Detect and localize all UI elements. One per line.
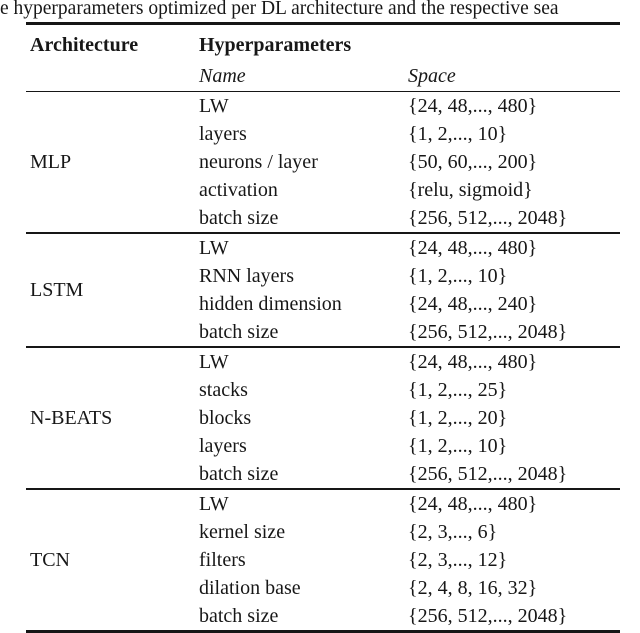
table-row [199,234,620,262]
hyperparameter-space: {24, 48,..., 240} [408,293,538,316]
architecture-label: LSTM [30,278,84,301]
hyperparameter-name: hidden dimension [199,293,342,316]
hyperparameter-space: {24, 48,..., 480} [408,351,538,374]
hyperparameter-name: stacks [199,379,248,402]
hyperparameter-space: {1, 2,..., 10} [408,123,508,146]
table-row [199,404,620,432]
table-row [199,460,620,488]
hyperparameter-space: {2, 4, 8, 16, 32} [408,577,538,600]
table-row [199,176,620,204]
hyperparameter-name: LW [199,351,229,374]
table-row [199,120,620,148]
table-row [199,490,620,518]
section-rows [199,234,620,346]
table-row [199,574,620,602]
hyperparameter-space: {1, 2,..., 20} [408,407,508,430]
hyperparameter-space: {50, 60,..., 200} [408,151,538,174]
table-row [199,204,620,232]
section-rows [199,490,620,630]
section-lstm [26,234,620,346]
table-row [199,348,620,376]
hyperparameter-name: neurons / layer [199,151,318,174]
hyperparameter-space: {1, 2,..., 10} [408,265,508,288]
table-row [199,92,620,120]
hyperparameter-space: {relu, sigmoid} [408,179,533,202]
hyperparameter-space: {2, 3,..., 12} [408,549,508,572]
table-header-row-2 [26,62,620,90]
hyperparameter-name: kernel size [199,521,286,544]
table-header [26,25,620,91]
hyperparameter-space: {1, 2,..., 10} [408,435,508,458]
hyperparameter-name: batch size [199,463,279,486]
table-header-row-1 [26,25,620,62]
table-row [199,262,620,290]
space-subheader: Space [408,64,456,87]
table-caption: e hyperparameters optimized per DL architecture and the respective sea [0,0,559,19]
table-row [199,376,620,404]
hyperparameter-name: blocks [199,407,252,430]
architecture-label: MLP [30,150,72,173]
hyperparameter-space: {1, 2,..., 25} [408,379,508,402]
hyperparameter-name: LW [199,493,229,516]
hyperparameter-name: batch size [199,605,279,628]
hyperparameter-space: {256, 512,..., 2048} [408,605,568,628]
hyperparameter-name: LW [199,95,229,118]
table-row [199,518,620,546]
hyperparameter-space: {256, 512,..., 2048} [408,321,568,344]
section-rows [199,92,620,232]
hyperparameter-space: {256, 512,..., 2048} [408,463,568,486]
table-row [199,290,620,318]
table-row [199,602,620,630]
hyperparameter-space: {24, 48,..., 480} [408,493,538,516]
hyperparameter-name: batch size [199,321,279,344]
header-spacer [26,62,199,90]
hyperparameter-name: LW [199,237,229,260]
architecture-column-header: Architecture [30,33,139,56]
hyperparameters-table [26,22,620,633]
hyperparameter-name: batch size [199,207,279,230]
hyperparameter-space: {2, 3,..., 6} [408,521,498,544]
hyperparameter-space: {24, 48,..., 480} [408,237,538,260]
hyperparameter-name: layers [199,435,247,458]
table-row [199,546,620,574]
hyperparameter-space: {24, 48,..., 480} [408,95,538,118]
hyperparameter-name: dilation base [199,577,301,600]
table-bottom-rule [26,630,620,633]
hyperparameter-name: RNN layers [199,265,294,288]
architecture-label: TCN [30,548,70,571]
hyperparameter-space: {256, 512,..., 2048} [408,207,568,230]
section-tcn [26,490,620,630]
hyperparameter-name: layers [199,123,247,146]
table-row [199,148,620,176]
section-nbeats [26,348,620,488]
table-row [199,318,620,346]
section-rows [199,348,620,488]
hyperparameter-name: filters [199,549,246,572]
hyperparameters-column-header: Hyperparameters [199,33,352,56]
table-row [199,432,620,460]
architecture-label: N-BEATS [30,406,113,429]
name-subheader: Name [199,64,246,87]
hyperparameter-name: activation [199,179,278,202]
section-mlp [26,92,620,232]
